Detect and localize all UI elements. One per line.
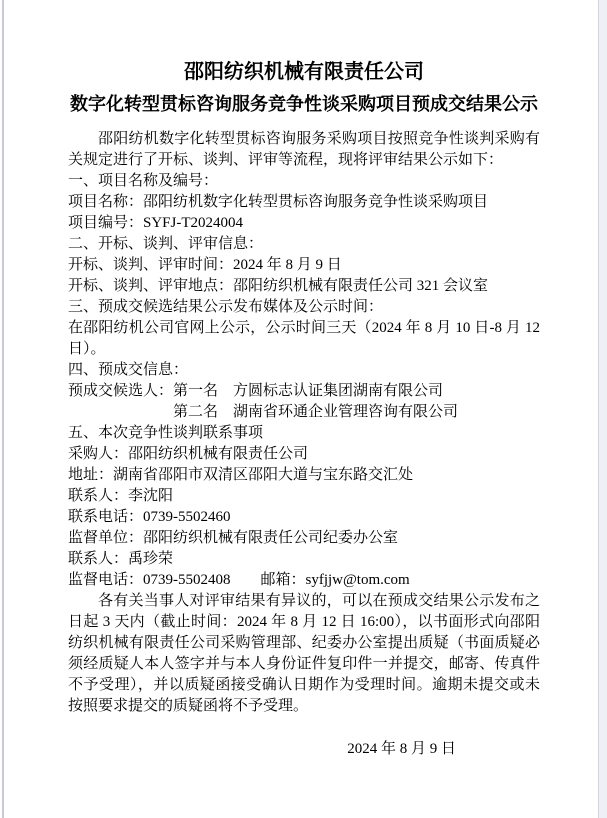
paragraph-intro: 邵阳纺机数字化转型贯标咨询服务采购项目按照竞争性谈判采购有关规定进行了开标、谈判、评审等流程，现将评审结果公示如下： — [68, 131, 540, 168]
candidate-first-line: 预成交候选人：第一名 方圆标志认证集团湖南有限公司 — [68, 383, 444, 399]
document-content — [68, 60, 540, 760]
document-date: 2024 年 8 月 9 日 — [347, 741, 456, 757]
document-subtitle: 数字化转型贯标咨询服务竞争性谈采购项目预成交结果公示 — [70, 94, 538, 114]
page-left-edge — [2, 0, 4, 818]
section-4-heading: 四、预成交信息： — [68, 362, 189, 378]
review-time-line: 开标、谈判、评审时间：2024 年 8 月 9 日 — [68, 257, 342, 273]
paragraph-objection: 各有关当事人对评审结果有异议的，可以在预成交结果公示发布之日起 3 天内（截止时间：2024 年 8 月 12 日 16:00），以书面形式向邵阳纺织机械有限责任公司采购管理部、纪委办公室提出质疑（书面质疑必须经质疑人本人签字并与本人身份证件复印件一并提交，邮寄、传真件不予受理），并以质疑函接受确认日期作为受理时间。逾期未提交或未按照要求提交的质疑函将不予受理。 — [68, 593, 540, 714]
publicity-period-line: 在邵阳纺机公司官网上公示，公示时间三天（2024 年 8 月 10 日-8 月 12 日）。 — [68, 320, 540, 357]
document-title: 邵阳纺织机械有限责任公司 — [184, 61, 424, 83]
section-3-heading: 三、预成交候选结果公示发布媒体及公示时间： — [68, 299, 384, 315]
project-number-line: 项目编号：SYFJ-T2024004 — [68, 215, 244, 231]
section-2-heading: 二、开标、谈判、评审信息： — [68, 236, 264, 252]
section-1-heading: 一、项目名称及编号： — [68, 173, 219, 189]
section-5-heading: 五、本次竞争性谈判联系事项 — [68, 425, 264, 441]
supervision-unit-line: 监督单位：邵阳纺织机械有限责任公司纪委办公室 — [68, 530, 399, 546]
purchaser-line: 采购人：邵阳纺织机械有限责任公司 — [68, 446, 309, 462]
supervision-phone-email-line: 监督电话：0739-5502408 邮箱：syfjjw@tom.com — [68, 572, 410, 588]
project-name-line: 项目名称：邵阳纺机数字化转型贯标咨询服务竞争性谈采购项目 — [68, 194, 489, 210]
candidate-second-line: 第二名 湖南省环通企业管理咨询有限公司 — [173, 404, 459, 420]
contact-person-line: 联系人：李沈阳 — [68, 488, 174, 504]
supervision-contact-line: 联系人：禹珍荣 — [68, 551, 174, 567]
review-location-line: 开标、谈判、评审地点：邵阳纺织机械有限责任公司 321 会议室 — [68, 278, 489, 294]
address-line: 地址：湖南省邵阳市双清区邵阳大道与宝东路交汇处 — [68, 467, 414, 483]
contact-phone-line: 联系电话：0739-5502460 — [68, 509, 231, 525]
page-right-edge — [598, 0, 607, 818]
